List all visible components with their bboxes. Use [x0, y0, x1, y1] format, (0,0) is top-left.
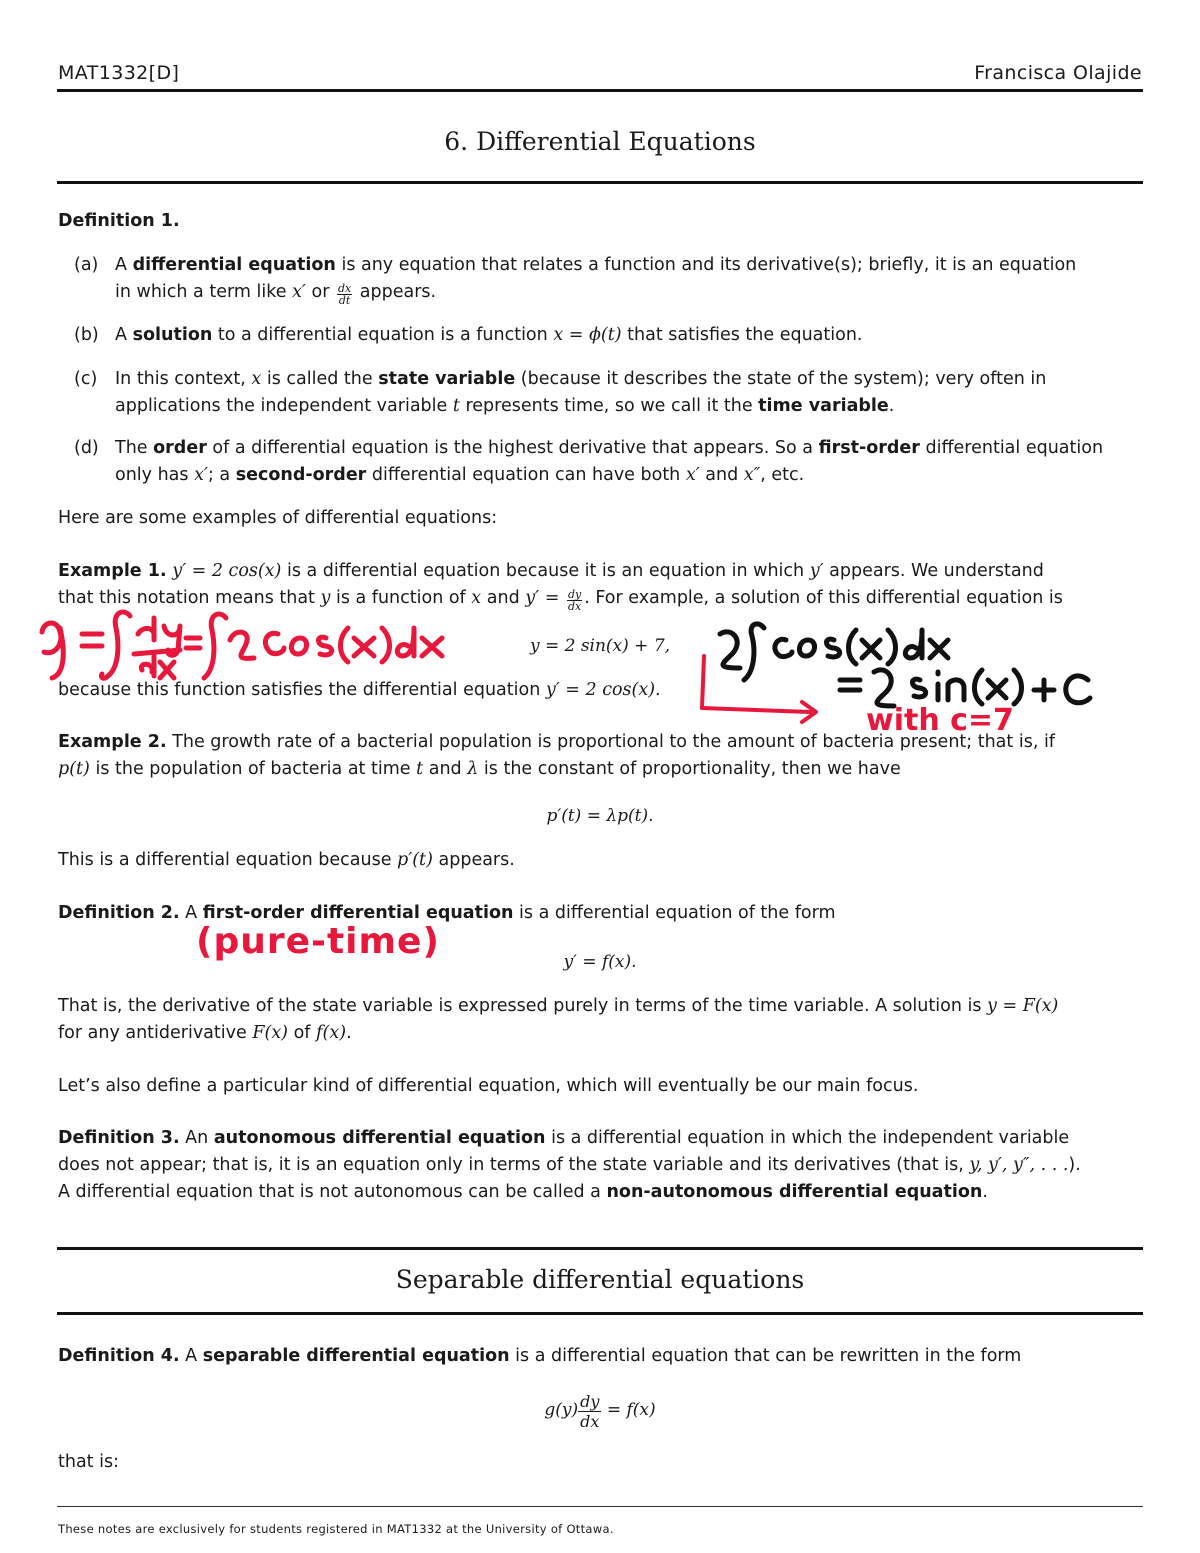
course-code: MAT1332[D] — [58, 62, 180, 84]
section-rule-bottom — [57, 1312, 1143, 1315]
definition-2: Definition 2. A first-order differential equation is a differential equation of the form — [58, 903, 836, 923]
definition-1-label: Definition 1. — [58, 211, 180, 231]
definition-4-display-equation: g(y) $\frac{dy}{dx}$ = f(x) — [544, 1392, 656, 1431]
definition-2-explanation: That is, the derivative of the state variable is expressed purely in terms of the time variable. A solution is y = F(x) for any antiderivative F(x) of f(x). — [58, 996, 1059, 1043]
section-title: Separable differential equations — [395, 1265, 805, 1294]
dx-dt-fraction: $\frac{dx}{dt}$ — [337, 282, 352, 307]
dy-dx-fraction: $\frac{dy}{dx}$ — [567, 588, 582, 613]
section-rule-top — [57, 1247, 1143, 1250]
definition-2-display-equation: y′ = f(x). — [563, 952, 637, 972]
page-title: 6. Differential Equations — [444, 127, 756, 156]
handwritten-integral-right — [690, 614, 1110, 744]
example-2-display-equation: p′(t) = λp(t). — [546, 806, 654, 826]
example-1: Example 1. y′ = 2 cos(x) is a differential equation because it is an equation in which y′ appears. We understand that this notation means that y is a function of x and y′ = $\frac{dy}{dx}$ . For example, a solution of this differential equation is — [58, 561, 1063, 613]
lets-define-text: Let’s also define a particular kind of differential equation, which will eventually be our main focus. — [58, 1076, 919, 1096]
definition-4: Definition 4. A separable differential equation is a differential equation that can be rewritten in the form — [58, 1346, 1022, 1366]
example-1-display-equation: y = 2 sin(x) + 7, — [529, 636, 671, 656]
example-1-conclusion: because this function satisfies the differential equation y′ = 2 cos(x). — [58, 680, 661, 700]
header-rule — [57, 89, 1143, 92]
footer-rule — [57, 1506, 1143, 1507]
example-2: Example 2. The growth rate of a bacterial population is proportional to the amount of bacteria present; that is, if p(t) is the population of bacteria at time t and λ is the constant of proportionality, then we have — [58, 732, 1055, 779]
page: MAT1332[D] Francisca Olajide 6. Differential Equations Definition 1. (a) A differential equation is any equation that relates a function and its derivative(s); briefly, it is an equation in which a term like x′ or $\frac{dx}{dt}$ appears. (b) A solution to a differential equation is a function x = ϕ(t) that satisfies the equation. (c) In this context, x is called the state variable (because it describes the state of the system); very often in applications the independent variable t represents time, so we call it the time variable. (d) The order of a differential equation is the highest derivative that appears. So a first-order differential equation only has x′; a second-order differential equation can have both x′ and x″, etc. Here are some examples of differential equations: Example 1. y′ = 2 cos(x) is a differential equation because it is an equation in which y′ appears. We understand that this notation means that y is a function of x and y′ = $\frac{dy}{dx}$ . For example, a solution of this differential equation is y = 2 sin(x) + 7, because this function satisfies the differential equation y′ = 2 cos(x). Example 2. The growth rate of a bacterial population is proportional to the amount of bacteria present; that is, if p(t) is the population of bacteria at time t and λ is the constant of proportionality, then we have p′(t) = λp(t). This is a differential equation because p′(t) appears. Definition 2. A first-order differential equation is a differential equation of the form y′ = f(x). That is, the derivative of the state variable is expressed purely in terms of the time variable. A solution is y = F(x) for any antiderivative F(x) of f(x). Let’s also define a particular kind of differential equation, which will eventually be our main focus. Definition 3. An autonomous differential equation is a differential equation in which the independent variable does not appear; that is, it is an equation only in terms of the state variable and its derivatives (that is, y, y′, y″, . . .). A differential equation that is not autonomous can be called a non-autonomous differential equation. Separable differential equations Definition 4. A separable differential equation is a differential equation that can be rewritten in the form g(y) $\frac{dy}{dx}$ = f(x) that is: These notes are exclusively for students registered in MAT1332 at the University of Ottawa. with c=7 (pure-time) — [0, 0, 1200, 1553]
definition-3: Definition 3. An autonomous differential equation is a differential equation in which the independent variable does not appear; that is, it is an equation only in terms of the state variable and its derivatives (that is, y, y′, y″, . . .). A differential equation that is not autonomous can be called a non-autonomous differential equation. — [58, 1128, 1081, 1202]
footer-note: These notes are exclusively for students registered in MAT1332 at the University of Ottawa. — [58, 1522, 614, 1536]
author-name: Francisca Olajide — [974, 62, 1142, 84]
example-2-conclusion: This is a differential equation because p′(t) appears. — [58, 850, 515, 870]
handwritten-pure-time: (pure-time) — [196, 921, 440, 962]
dy-dx-display-fraction: $\frac{dy}{dx}$ — [580, 1392, 600, 1431]
title-rule — [57, 181, 1143, 184]
handwritten-integral-left — [30, 604, 450, 684]
handwritten-with-c: with c=7 — [866, 703, 1014, 738]
examples-intro: Here are some examples of differential equations: — [58, 508, 498, 528]
that-is-text: that is: — [58, 1452, 119, 1472]
